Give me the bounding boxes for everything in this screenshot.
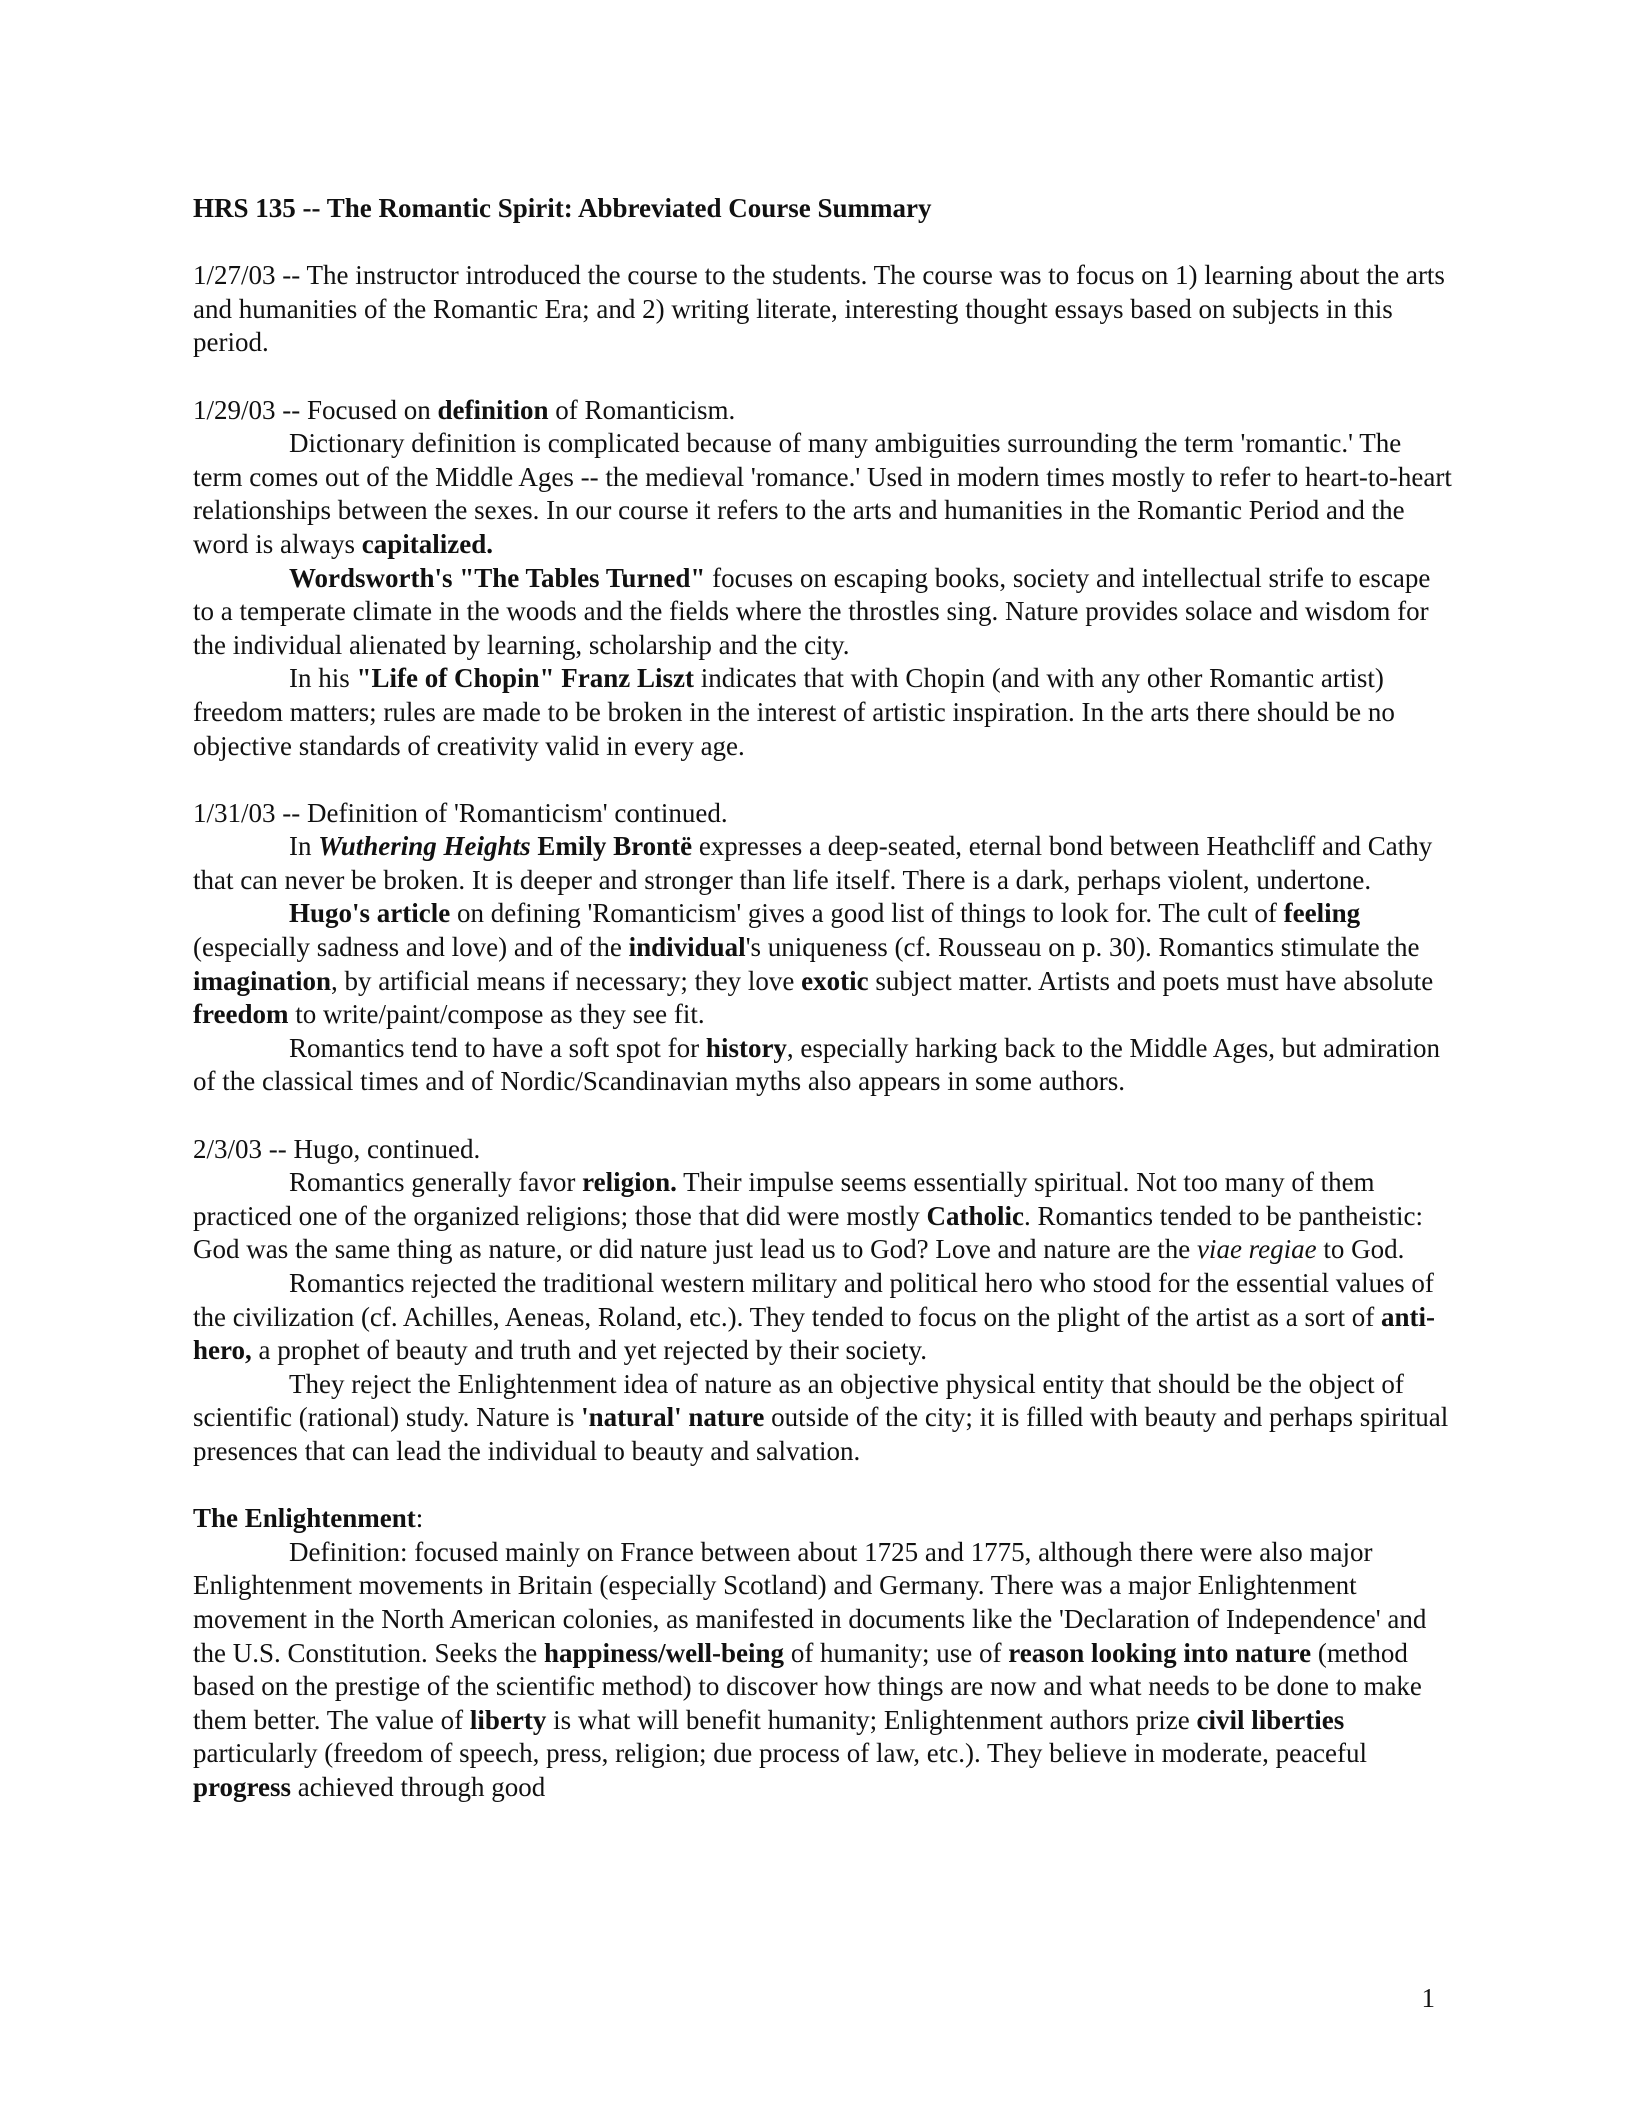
text-run: (method based on the prestige of the scientific method) to discover how things are now and what needs to be done to make them better. The value of [193, 1637, 1422, 1735]
emphasized-text: Catholic [926, 1200, 1025, 1231]
emphasized-text: Wordsworth's "The Tables Turned" [289, 562, 706, 593]
paragraph [193, 259, 1453, 360]
emphasized-text: religion. [582, 1167, 677, 1198]
text-run: Definition: focused mainly on France between about 1725 and 1775, although there were also major Enlightenment movements in Britain (especially Scotland) and Germany. There was a major Enlightenment movement in the North American colonies, as manifested in documents like the 'Declaration of Independence' and the U.S. Constitution. Seeks the [193, 1536, 1427, 1668]
text-run: Romantics generally favor [289, 1167, 583, 1198]
page-number: 1 [1421, 1983, 1435, 2013]
paragraph [193, 1267, 1453, 1368]
text-run: (especially sadness and love) and of the [193, 932, 629, 963]
text-run: Romantics tend to have a soft spot for [289, 1032, 706, 1063]
emphasized-text: anti-hero, [193, 1301, 1435, 1366]
text-run: to God. [1316, 1234, 1405, 1265]
paragraph [193, 1133, 1453, 1167]
paragraph [193, 394, 1453, 428]
emphasized-text: happiness/well-being [544, 1637, 785, 1668]
paragraph [193, 562, 1453, 663]
emphasized-text: Emily Brontë [537, 831, 693, 862]
text-run: In his [289, 663, 357, 694]
paragraph [193, 1166, 1453, 1267]
emphasized-text: individual [628, 932, 746, 963]
text-run: indicates that with Chopin (and with any other Romantic artist) freedom matters; rules are made to be broken in the interest of artistic inspiration. In the arts there should be no objective standards of creativity valid in every age. [193, 663, 1395, 761]
emphasized-text: Wuthering Heights [318, 831, 531, 862]
text-run: , especially harking back to the Middle Ages, but admiration of the classical times and of Nordic/Scandinavian myths also appears in some authors. [193, 1032, 1441, 1097]
paragraph [193, 1032, 1453, 1099]
paragraph [193, 797, 1453, 831]
text-run: particularly (freedom of speech, press, religion; due process of law, etc.). They believe in moderate, peaceful [193, 1738, 1368, 1769]
emphasized-text: reason looking into nature [1008, 1637, 1312, 1668]
text-run: a prophet of beauty and truth and yet rejected by their society. [251, 1335, 928, 1366]
text-run: is what will benefit humanity; Enlightenment authors prize [546, 1704, 1197, 1735]
emphasized-text: Hugo's article [289, 898, 451, 929]
text-run: Their impulse seems essentially spiritual. Not too many of them practiced one of the organized religions; those that did were mostly [193, 1167, 1375, 1231]
emphasized-text: "Life of Chopin" Franz Liszt [356, 663, 694, 694]
text-run: Romantics rejected the traditional western military and political hero who stood for the essential values of the civilization (cf. Achilles, Aeneas, Roland, etc.). They tended to focus on the plight of the artist as a sort of [193, 1268, 1434, 1332]
text-run: to write/paint/compose as they see fit. [288, 999, 705, 1030]
emphasized-text: civil liberties [1196, 1704, 1345, 1735]
emphasized-text: exotic [801, 965, 869, 996]
text-run: 's uniqueness (cf. Rousseau on p. 30). Romantics stimulate the [745, 932, 1420, 963]
emphasized-text: freedom [193, 999, 289, 1030]
emphasized-text: capitalized. [361, 528, 493, 559]
emphasized-text: imagination [193, 965, 332, 996]
emphasized-text: liberty [469, 1704, 547, 1735]
text-run: They reject the Enlightenment idea of nature as an objective physical entity that should be the object of scientific (rational) study. Nature is [193, 1368, 1404, 1433]
emphasized-text: progress [193, 1771, 292, 1802]
paragraph [193, 1368, 1453, 1469]
text-run: 1/31/03 -- Definition of 'Romanticism' continued. [193, 797, 728, 828]
paragraph [193, 662, 1453, 763]
text-run: 2/3/03 -- Hugo, continued. [193, 1133, 481, 1164]
document-title: HRS 135 -- The Romantic Spirit: Abbreviated Course Summary [193, 193, 932, 223]
paragraph [193, 427, 1453, 561]
text-run: on defining 'Romanticism' gives a good list of things to look for. The cult of [450, 898, 1284, 929]
emphasized-text: history [705, 1032, 787, 1063]
text-run: 1/27/03 -- The instructor introduced the course to the students. The course was to focus on 1) learning about the arts and humanities of the Romantic Era; and 2) writing literate, interesting thought essays based on subjects in this period. [193, 260, 1445, 358]
document-body [193, 192, 1453, 1805]
text-run: of humanity; use of [784, 1637, 1009, 1668]
paragraph [193, 830, 1453, 897]
emphasized-text: feeling [1283, 898, 1361, 929]
emphasized-text: viae regiae [1196, 1234, 1317, 1265]
text-run: outside of the city; it is filled with beauty and perhaps spiritual presences that can lead the individual to beauty and salvation. [193, 1402, 1449, 1466]
emphasized-text: 'natural' nature [581, 1402, 765, 1433]
text-run: focuses on escaping books, society and intellectual strife to escape to a temperate climate in the woods and the fields where the throstles sing. Nature provides solace and wisdom for the individual alienated by learning, scholarship and the city. [193, 562, 1431, 660]
text-run: . Romantics tended to be pantheistic: God was the same thing as nature, or did nature just lead us to God? Love and nature are the [193, 1200, 1423, 1265]
text-run: subject matter. Artists and poets must have absolute [868, 965, 1434, 996]
text-run: Dictionary definition is complicated because of many ambiguities surrounding the term 'romantic.' The term comes out of the Middle Ages -- the medieval 'romance.' Used in modern times mostly to refer to heart-to-heart relationships between the sexes. In our course it refers to the arts and humanities in the Romantic Period and the word is always [193, 428, 1452, 559]
paragraph [193, 1536, 1453, 1805]
paragraph [193, 897, 1453, 1031]
text-run: expresses a deep-seated, eternal bond between Heathcliff and Cathy that can never be broken. It is deeper and stronger than life itself. There is a dark, perhaps violent, undertone. [193, 831, 1433, 895]
emphasized-text: definition [437, 394, 549, 425]
text-run: achieved through good [291, 1771, 546, 1802]
text-run: 1/29/03 -- Focused on [193, 394, 438, 425]
text-run: , by artificial means if necessary; they love [331, 965, 802, 996]
text-run: In [289, 831, 319, 862]
text-run: of Romanticism. [548, 394, 736, 425]
text-run: : [415, 1503, 424, 1534]
paragraph [193, 1502, 1453, 1536]
emphasized-text: The Enlightenment [193, 1503, 416, 1534]
paragraph-list [193, 259, 1453, 1804]
